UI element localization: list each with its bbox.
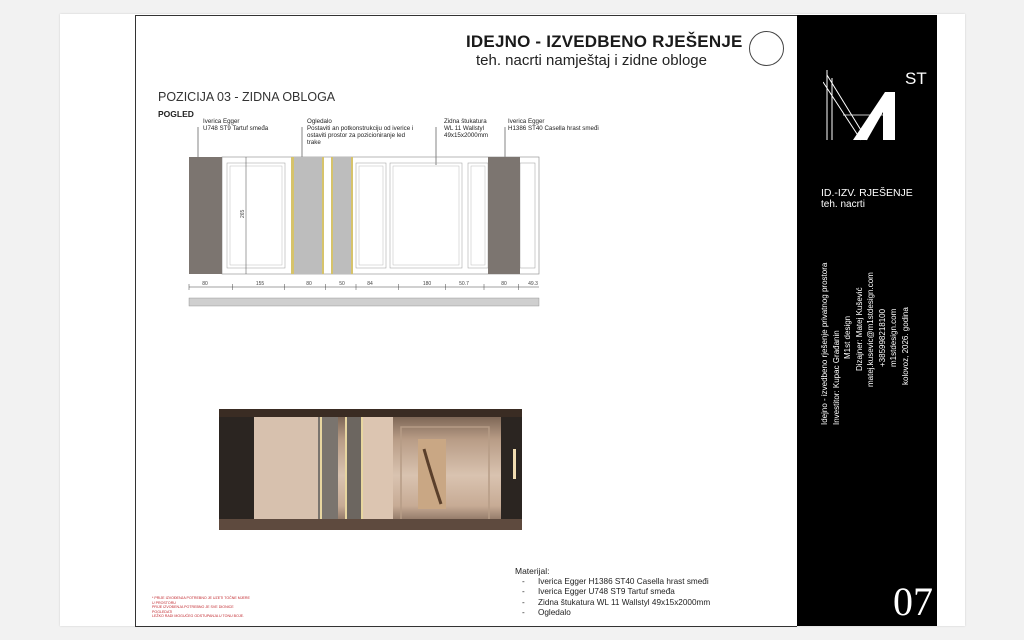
info-line: Investitor: Kupac Građanin (831, 330, 841, 425)
wall-elevation-drawing (185, 115, 550, 315)
info-line: matej.kusevic@m1stdesign.com (866, 272, 875, 387)
stucco-frame-inner (359, 166, 383, 265)
stucco-frame (390, 163, 462, 268)
legal-note: * PRIJE IZVOĐENJA POTREBNO JE UZETI TOČNE MJERE U PROSTORU PRIJE IZVOĐENJA POTREBNO JE SVE DIONICE POGLEDATI LEŽKO RADI MOGUĆEG ODSTUPANJA U TONU BOJE. (152, 596, 250, 618)
document-title: ID.-IZV. RJEŠENJE (821, 187, 913, 199)
stucco-frame (227, 163, 285, 268)
stucco-frame-inner (230, 166, 282, 265)
materials-title: Materijal: (515, 566, 550, 576)
stucco-frame-inner (471, 166, 485, 265)
width-dimension-label: 180 (422, 281, 432, 287)
position-title: POZICIJA 03 - ZIDNA OBLOGA (158, 90, 336, 104)
stamp-circle (749, 31, 784, 66)
material-item: - Zidna štukatura WL 11 Wallstyl 49x15x2000mm (522, 598, 710, 608)
panel-oak (488, 157, 520, 274)
led-strip (331, 157, 333, 274)
logo-superscript: ST (905, 70, 927, 88)
stucco-frame-inner (393, 166, 459, 265)
title-block-sidebar (797, 15, 937, 626)
document-subtitle: teh. nacrti (821, 199, 865, 210)
page-subtitle: teh. nacrti namještaj i zidne obloge (476, 52, 707, 69)
width-dimension-label: 80 (306, 281, 312, 287)
annotation-tartuf: Iverica Egger U748 ST9 Tartuf smeđa (203, 118, 269, 132)
panel-mirror-left (293, 157, 323, 274)
width-dimension-label: 84 (367, 281, 373, 287)
info-line: kolovoz, 2026. godina (900, 307, 910, 385)
width-dimension-label: 80 (202, 281, 208, 287)
page-number: 07 (893, 579, 933, 624)
view-label: POGLED (158, 109, 194, 119)
project-info (819, 215, 911, 425)
material-item: - Ogledalo (522, 608, 710, 618)
material-item: - Iverica Egger H1386 ST40 Casella hrast smeđi (522, 577, 710, 587)
led-strip (291, 157, 294, 274)
led-strip (322, 157, 324, 274)
info-line: Idejno - izvedbeno rješenje privatnog prostora (820, 262, 829, 425)
info-line: +385998218100 (877, 308, 887, 367)
width-dimension-label: 50.7 (459, 281, 469, 287)
panel-tartuf (189, 157, 222, 274)
plan-strip (189, 298, 539, 306)
material-item: - Iverica Egger U748 ST9 Tartuf smeđa (522, 587, 710, 597)
width-dimension-label: 80 (501, 281, 507, 287)
stucco-frame (520, 163, 535, 268)
stucco-frame (356, 163, 386, 268)
width-dimension-labels (189, 281, 538, 290)
info-line: M1st design (843, 315, 852, 359)
annotation-stucco: Zidna štukatura WL 11 Wallstyl 49x15x2000mm (444, 118, 489, 139)
led-strip (351, 157, 353, 274)
interior-render (219, 409, 522, 530)
panel-mirror-right (332, 157, 352, 274)
drawing-frame (135, 15, 797, 627)
width-dimension-label: 50 (339, 281, 345, 287)
annotation-mirror: Ogledalo Postaviti an potkonstrukciju od ivericе i ostaviti prostor za pozicioniranje led trake (307, 118, 414, 146)
annotation-oak: Iverica Egger H1386 ST40 Casella hrast smeđi (508, 118, 599, 132)
materials-list (522, 577, 710, 619)
width-dimension-label: 155 (255, 281, 265, 287)
info-line: m1stdesign.com (889, 308, 898, 367)
info-line: Dizajner: Matej Kušević (854, 287, 864, 371)
height-dimension: 265 (240, 209, 246, 218)
brand-logo (823, 70, 933, 145)
width-dimension-label: 49.3 (528, 281, 538, 287)
page-title: IDEJNO - IZVEDBENO RJEŠENJE (466, 32, 743, 51)
